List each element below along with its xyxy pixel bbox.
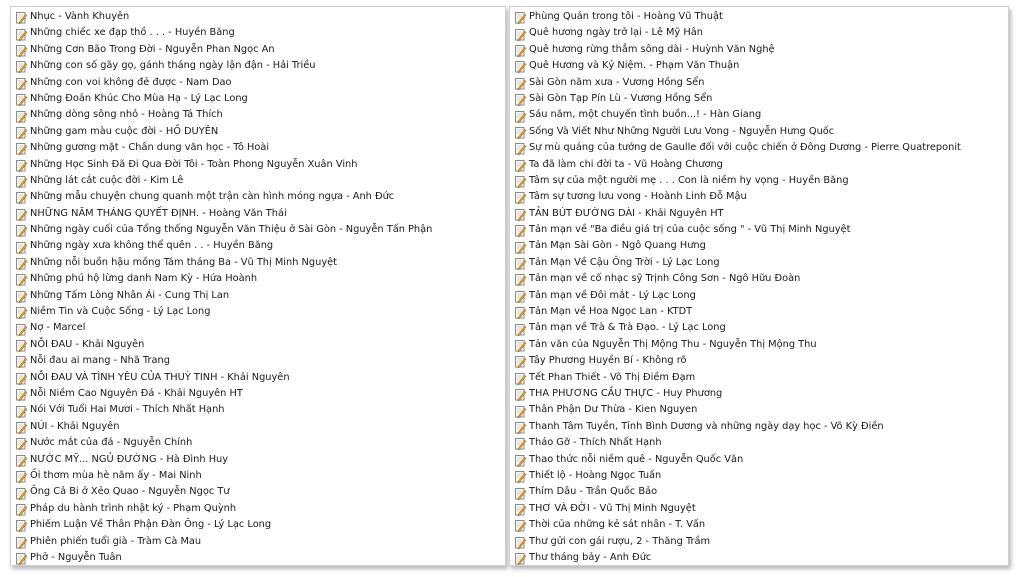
document-pencil-icon (16, 110, 27, 122)
file-name-label: Sài Gòn năm xưa - Vương Hồng Sển (529, 76, 705, 88)
file-name-label: Nỗi Niềm Cao Nguyên Đá - Khải Nguyên HT (30, 387, 243, 399)
file-name-label: THƠ VÀ ĐỜI - Vũ Thị Minh Nguyệt (529, 502, 696, 514)
file-name-label: Phở - Nguyễn Tuân (30, 551, 122, 563)
file-name-label: Những nỗi buồn hậu mồng Tám tháng Ba - Vũ Thị Minh Nguyệt (30, 256, 337, 268)
document-pencil-icon (16, 44, 27, 56)
file-name-label: Những con số gãy gọ, gánh tháng ngày lận đận - Hải Triều (30, 60, 316, 72)
file-name-label: Thư gửi con gái rượu, 2 - Thăng Trầm (529, 535, 711, 547)
file-list-item[interactable] (515, 157, 1008, 173)
file-list-item[interactable] (16, 419, 505, 435)
document-pencil-icon (16, 323, 27, 335)
file-list-item[interactable] (16, 304, 505, 320)
file-name-label: Nói Với Tuổi Hai Mươi - Thích Nhất Hạnh (30, 404, 225, 416)
document-pencil-icon (16, 175, 27, 187)
file-name-label: Những phú hộ lừng danh Nam Kỳ - Hứa Hoành (30, 273, 258, 285)
document-pencil-icon (16, 28, 27, 40)
document-pencil-icon (515, 405, 526, 417)
document-pencil-icon (515, 208, 526, 220)
document-pencil-icon (515, 323, 526, 335)
file-list-item[interactable] (16, 42, 505, 58)
file-name-label: Pháp du hành trình nhật ký - Phạm Quỳnh (30, 502, 237, 514)
file-name-label: Thím Dâu - Trần Quốc Bảo (529, 486, 658, 498)
file-list-item[interactable] (16, 550, 505, 566)
file-name-label: Những gương mặt - Chân dung văn học - Tô Hoài (30, 142, 270, 154)
file-list-item[interactable] (515, 501, 1008, 517)
file-list-item[interactable] (515, 25, 1008, 41)
file-list-item[interactable] (16, 501, 505, 517)
document-pencil-icon (515, 487, 526, 499)
file-name-label: Phiên phiến tuổi già - Tràm Cà Mau (30, 535, 202, 547)
document-pencil-icon (16, 208, 27, 220)
file-list-item[interactable] (515, 435, 1008, 451)
file-list-item[interactable] (16, 402, 505, 418)
file-list-item[interactable] (515, 353, 1008, 369)
document-pencil-icon (16, 77, 27, 89)
document-pencil-icon (515, 28, 526, 40)
file-name-label: Thanh Tâm Tuyền, Tỉnh Bình Dương và những ngày dạy học - Võ Kỳ Điền (529, 420, 884, 432)
file-name-label: Những chiếc xe đạp thồ . . . - Huyền Băng (30, 27, 235, 39)
document-pencil-icon (16, 536, 27, 548)
file-list-item[interactable] (515, 9, 1008, 25)
document-pencil-icon (515, 126, 526, 138)
document-pencil-icon (16, 355, 27, 367)
file-list-item[interactable] (16, 157, 505, 173)
document-pencil-icon (16, 224, 27, 236)
file-name-label: Những ngày xưa không thể quên . . - Huyền Băng (30, 240, 274, 252)
file-list-item[interactable] (16, 468, 505, 484)
file-list-item[interactable] (515, 419, 1008, 435)
file-name-label: Ối thơm mùa hè năm ấy - Mai Ninh (30, 469, 202, 481)
file-name-label: Tháo Gỡ - Thích Nhất Hạnh (529, 437, 662, 449)
file-name-label: Sài Gòn Tạp Pín Lù - Vương Hồng Sển (529, 92, 713, 104)
document-pencil-icon (515, 11, 526, 23)
document-pencil-icon (16, 470, 27, 482)
file-name-label: Tây Phương Huyền Bí - Không rõ (529, 355, 687, 367)
document-pencil-icon (16, 257, 27, 269)
file-name-label: NỖI ĐAU - Khải Nguyên (30, 338, 145, 350)
file-list-item[interactable] (515, 370, 1008, 386)
document-pencil-icon (16, 388, 27, 400)
document-pencil-icon (16, 159, 27, 171)
file-list-item[interactable] (515, 124, 1008, 140)
file-name-label: Ông Cả Bi ở Xẻo Quao - Nguyễn Ngọc Tư (30, 486, 230, 498)
document-pencil-icon (515, 159, 526, 171)
file-list-item[interactable] (16, 435, 505, 451)
file-name-label: Những con voi không đẻ được - Nam Dao (30, 76, 232, 88)
file-name-label: Những ngày cuối của Tổng thống Nguyễn Văn Thiệu ở Sài Gòn - Nguyễn Tấn Phận (30, 224, 433, 236)
document-pencil-icon (515, 519, 526, 531)
file-name-label: NHỮNG NĂM THÁNG QUYẾT ĐỊNH. - Hoàng Văn Thái (30, 207, 287, 219)
document-pencil-icon (515, 60, 526, 72)
file-name-label: Sự mù quáng của tướng de Gaulle đối với cuộc chiến ở Đông Dương - Pierre Quatreponit (529, 142, 961, 154)
file-list-item[interactable] (515, 386, 1008, 402)
file-list-item[interactable] (515, 550, 1008, 566)
file-name-label: Niềm Tin và Cuộc Sống - Lý Lạc Long (30, 306, 211, 318)
file-name-label: Tết Phan Thiết - Võ Thị Điềm Đạm (529, 371, 696, 383)
file-list-item[interactable] (515, 189, 1008, 205)
file-name-label: Tâm sự tương lưu vong - Hoành Linh Đỗ Mậu (529, 191, 747, 203)
file-list-item[interactable] (515, 255, 1008, 271)
file-name-label: Những Cơn Bão Trong Đời - Nguyễn Phan Ngọc An (30, 43, 275, 55)
document-pencil-icon (16, 487, 27, 499)
document-pencil-icon (16, 421, 27, 433)
document-pencil-icon (515, 110, 526, 122)
file-name-label: NỖI ĐAU VÀ TÌNH YÊU CỦA THUỲ TINH - Khải Nguyên (30, 371, 290, 383)
file-name-label: Những lát cắt cuộc đời - Kim Lê (30, 174, 184, 186)
document-pencil-icon (16, 454, 27, 466)
file-list-item[interactable] (16, 25, 505, 41)
file-list-item[interactable] (515, 42, 1008, 58)
file-list-item[interactable] (16, 255, 505, 271)
document-pencil-icon (16, 503, 27, 515)
file-list-item[interactable] (16, 386, 505, 402)
file-name-label: Sống Và Viết Như Những Người Lưu Vong - Nguyễn Hưng Quốc (529, 125, 835, 137)
document-pencil-icon (16, 306, 27, 318)
file-list-item[interactable] (515, 75, 1008, 91)
file-name-label: Tản Mạn Về Cậu Ông Trời - Lý Lạc Long (529, 256, 720, 268)
file-name-label: Những Đoản Khúc Cho Mùa Hạ - Lý Lạc Long (30, 92, 248, 104)
file-name-label: Tản mạn về Trà & Trà Đạo. - Lý Lạc Long (529, 322, 726, 334)
file-name-label: Những dòng sông nhỏ - Hoàng Tá Thích (30, 109, 223, 121)
file-list-panel-left (10, 6, 506, 566)
document-pencil-icon (515, 224, 526, 236)
file-name-label: Tâm sự của một người mẹ . . . Con là niềm hy vọng - Huyền Băng (529, 174, 849, 186)
file-list-item[interactable] (16, 288, 505, 304)
file-list-item[interactable] (16, 107, 505, 123)
file-list-item[interactable] (16, 140, 505, 156)
document-pencil-icon (16, 437, 27, 449)
file-name-label: Phiếm Luận Về Thân Phận Đàn Ông - Lý Lạc Long (30, 519, 272, 531)
file-name-label: Nước mắt của đá - Nguyễn Chính (30, 437, 193, 449)
document-pencil-icon (16, 372, 27, 384)
document-pencil-icon (515, 93, 526, 105)
file-list-item[interactable] (16, 534, 505, 550)
file-list-item[interactable] (515, 238, 1008, 254)
file-name-label: THA PHƯƠNG CẦU THỰC - Huy Phương (529, 387, 723, 399)
file-list-item[interactable] (515, 91, 1008, 107)
file-list-item[interactable] (16, 75, 505, 91)
file-list-item[interactable] (16, 222, 505, 238)
file-name-label: Thân Phận Dư Thừa - Kien Nguyen (529, 404, 698, 416)
document-pencil-icon (515, 175, 526, 187)
file-list-item[interactable] (515, 402, 1008, 418)
file-name-label: Nhục - Vành Khuyên (30, 11, 130, 22)
document-pencil-icon (515, 273, 526, 285)
document-pencil-icon (515, 388, 526, 400)
file-name-label: Ta đã làm chi đời ta - Vũ Hoàng Chương (529, 158, 723, 170)
file-list-item[interactable] (515, 320, 1008, 336)
document-pencil-icon (16, 126, 27, 138)
file-list-item[interactable] (16, 484, 505, 500)
document-pencil-icon (515, 372, 526, 384)
document-pencil-icon (515, 421, 526, 433)
file-name-label: Tản mạn về "Ba điều giá trị của cuộc sống " - Vũ Thị Minh Nguyệt (529, 224, 851, 236)
file-list-item[interactable] (515, 58, 1008, 74)
document-pencil-icon (16, 290, 27, 302)
file-name-label: Nỗi đau ai mang - Nhã Trang (30, 355, 170, 367)
document-pencil-icon (16, 11, 27, 23)
file-list-item[interactable] (16, 517, 505, 533)
file-list-left (11, 7, 505, 566)
file-name-label: Quê hương ngày trở lại - Lê Mỹ Hân (529, 27, 703, 39)
file-list-panel-right (509, 6, 1009, 566)
file-list-item[interactable] (16, 370, 505, 386)
file-list-item[interactable] (515, 206, 1008, 222)
file-name-label: Phùng Quán trong tôi - Hoàng Vũ Thuật (529, 11, 723, 22)
file-name-label: Quê hương rừng thẳm sông dài - Huỳnh Văn Nghệ (529, 43, 775, 55)
file-name-label: Nợ - Marcel (30, 322, 86, 334)
file-list-item[interactable] (515, 337, 1008, 353)
document-pencil-icon (515, 339, 526, 351)
document-pencil-icon (16, 552, 27, 564)
file-list-item[interactable] (515, 140, 1008, 156)
file-name-label: Thời của những kẻ sát nhân - T. Vấn (529, 519, 706, 531)
file-list-item[interactable] (515, 271, 1008, 287)
document-pencil-icon (16, 241, 27, 253)
file-list-item[interactable] (16, 9, 505, 25)
file-list-item[interactable] (16, 238, 505, 254)
file-name-label: Những Tấm Lòng Nhân Ái - Cung Thị Lan (30, 289, 230, 301)
document-pencil-icon (16, 405, 27, 417)
document-pencil-icon (515, 437, 526, 449)
document-pencil-icon (16, 191, 27, 203)
document-pencil-icon (515, 552, 526, 564)
file-list-item[interactable] (16, 173, 505, 189)
document-pencil-icon (515, 454, 526, 466)
file-name-label: NÚI - Khải Nguyên (30, 420, 120, 432)
file-list-item[interactable] (16, 271, 505, 287)
file-name-label: Tản Mạn về Hoa Ngọc Lan - KTDT (529, 306, 693, 318)
file-name-label: Tản mạn về cố nhạc sỹ Trịnh Công Sơn - Ngô Hữu Đoàn (529, 273, 801, 285)
file-list-item[interactable] (515, 517, 1008, 533)
document-pencil-icon (515, 77, 526, 89)
document-pencil-icon (515, 44, 526, 56)
document-pencil-icon (515, 142, 526, 154)
file-list-item[interactable] (515, 107, 1008, 123)
file-list-item[interactable] (515, 534, 1008, 550)
document-pencil-icon (16, 142, 27, 154)
file-name-label: Những mẫu chuyện chung quanh một trận càn hình móng ngựa - Anh Đức (30, 191, 395, 203)
file-list-item[interactable] (16, 58, 505, 74)
file-name-label: Quê Hương và Kỷ Niệm. - Phạm Văn Thuận (529, 60, 740, 72)
file-list-item[interactable] (515, 288, 1008, 304)
file-name-label: Tản Mạn Sài Gòn - Ngô Quang Hưng (529, 240, 706, 252)
file-list-item[interactable] (16, 124, 505, 140)
file-list-item[interactable] (515, 173, 1008, 189)
file-list-item[interactable] (515, 452, 1008, 468)
file-list-item[interactable] (16, 353, 505, 369)
file-name-label: TẢN BÚT ĐƯỜNG DÀI - Khải Nguyên HT (529, 207, 724, 219)
file-list-item[interactable] (16, 337, 505, 353)
document-pencil-icon (515, 241, 526, 253)
file-name-label: Thao thức nỗi niềm quê - Nguyễn Quốc Văn (529, 453, 744, 465)
file-name-label: Thư tháng bảy - Anh Đức (529, 551, 652, 563)
file-list-right (510, 7, 1008, 566)
file-name-label: NƯỚC MỸ... NGỦ ĐƯỜNG - Hà Đình Huy (30, 453, 229, 465)
document-pencil-icon (16, 339, 27, 351)
document-pencil-icon (515, 306, 526, 318)
document-pencil-icon (16, 519, 27, 531)
file-name-label: Những gam màu cuộc đời - HỒ DUYÊN (30, 125, 219, 137)
document-pencil-icon (16, 60, 27, 72)
file-list-item[interactable] (16, 206, 505, 222)
document-pencil-icon (16, 273, 27, 285)
document-pencil-icon (515, 257, 526, 269)
document-pencil-icon (515, 470, 526, 482)
document-pencil-icon (515, 503, 526, 515)
file-list-item[interactable] (515, 484, 1008, 500)
file-list-item[interactable] (16, 452, 505, 468)
file-list-item[interactable] (515, 468, 1008, 484)
file-name-label: Thiết lộ - Hoàng Ngọc Tuấn (529, 469, 662, 481)
file-name-label: Tản mạn về Đôi mắt - Lý Lạc Long (529, 289, 696, 301)
file-list-item[interactable] (515, 222, 1008, 238)
document-pencil-icon (515, 536, 526, 548)
file-name-label: Những Học Sinh Đã Đi Qua Đời Tôi - Toàn Phong Nguyễn Xuân Vinh (30, 158, 358, 170)
file-name-label: Tản văn của Nguyễn Thị Mộng Thu - Nguyễn Thị Mộng Thu (529, 338, 817, 350)
document-pencil-icon (515, 290, 526, 302)
document-pencil-icon (515, 355, 526, 367)
file-name-label: Sáu năm, một chuyến tình buồn...! - Hàn Giang (529, 109, 762, 121)
file-list-item[interactable] (16, 320, 505, 336)
file-list-item[interactable] (16, 91, 505, 107)
file-list-item[interactable] (515, 304, 1008, 320)
document-pencil-icon (515, 191, 526, 203)
document-pencil-icon (16, 93, 27, 105)
file-list-item[interactable] (16, 189, 505, 205)
